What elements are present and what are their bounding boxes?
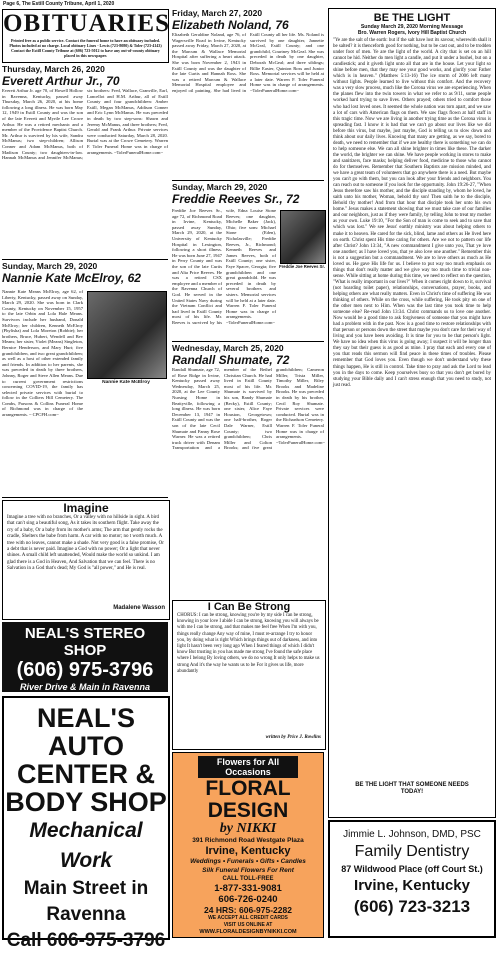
ad-call: CALL TOLL-FREE [222,876,274,882]
obituary-name: Randall Shumate, 72 [172,353,290,367]
photo-caption: Freddie Joe Reeves Sr. [279,264,325,269]
ad-tollfree: 1-877-331-9081 [214,883,282,894]
ad-address: 391 Richmond Road Westgate Plaza [192,837,304,844]
obituaries-note: Printed free as a public service. Contact the funeral home to have an obituary included. Photos included at no charge. Local obituary Lines - Lewis (723-8080) & Toler (723-4143) Contact the Estill County Tribune at (606) 723-5012 to have any out-of-county obituary placed in this newspaper. [9,38,162,58]
obituary-photo [280,210,326,264]
ad-neals-stereo [2,622,168,692]
obituary-reeves [172,182,324,340]
sermon-subtitle: Sunday March 29, 2020 Morning Message [360,24,464,30]
sermon-text: "Ye are the salt of the earth: but if the salt have lost its savour, wherewith shall it be salted? it is thenceforth good for nothing, but to be cast out, and to be trodden under foot of men. Ye are the light of the world. A city that is set on an hill cannot be hid. Neither do men light a candle, and put it under a bushel, but on a candlestick; and it giveth light unto all that are in the house. Let your light so shine before men, that they may see your good works, and glorify your Father which is in heaven." (Matthew 5:13-16) The ice storm of 2006 left many without lights. People learned to live without this comfort. And the recovery was a very slow process, much like the Corona virus we are experiencing. When the planes flew into the twin towers in what we refer to as 9/11, some people worked hard trying to save lives. Others prayed; others tried to comfort those who had lost loved ones. It seemed the whole nation was torn apart, and we saw a lot of cars with American flags on them. We saw flags flown at half staff in this tragic time. Now we are living in another trying time as the Corona virus is spreading fast. I know it is bad that we can't go about our lives like we did before this virus, but maybe, just maybe, God is telling us to slow down and think about our daily lives. Knowing that many are getting, as we say, bored to death, we need to remember that if we are healthy there is something we can do to help someone else. We can all shine brighter in times like these. The darker the world, the brighter we can shine. We have people working in stores to make and sanitizers, face masks; helping deliver food, medicine to those who cannot do for themselves. Remember that Southern Baptists are mission minded, and we have a great team of volunteers that go anywhere there is a need. But maybe you can't go with them, but you can look after your friends and neighbors. You can reach out to someone if you look for the opportunity. John 19:26-27, "When Jesus therefore saw his mother, and the disciple standing by, whom he loved, he saith unto his mother, Woman, behold thy son! Then saith he to the disciple, Behold thy mother! And from that hour that disciple took her unto his own home." Jesus makes a statement showing that we must take care of our families and our neighbors, just as if they were family, by telling John to treat my mother as your own. Luke 19:10, "For the Son of man is come to seek and to save that which was lost." We see Jesus' earthly ministry was about helping others to make it to heaven. He cared for the sick, blind, lame and others as He lived here on earth. Christ spent His time caring for others. Are we not to pattern our life after Christ? John 13:34, "A new commandment I give unto you, That ye love one another; as I have loved you, that ye also love one another." Remember this is not a suggestion but a commandment. We are to love others as much as He loved us. He gave His life for us. I believe to put way too much emphasis on things that don't really matter and we give way too much time to trivial non-sense. While sitting at home during this time, we need to reflect on the question, "What is really important in our lives?" When it comes right down to it, survival (not hoarding toilet paper), relationships, conversations, prayer, books, and helping others are what really matters. Even in Christ's time of suffering He was thinking of others. While on the cross, while suffering, He took pity on one of the other men next to Him. When was the last time you took time to help someone else? Re-read John 13:34. Christ commands us to love one another. Now would be a good time to ask forgiveness of someone that you might have had a problem with in the past. Now is a good time to restore relationships with that person or persons down the street that maybe you don't care for their way of living and you have been avoiding. It is time for you to be that person's light. We have no idea when this virus is going away; I suspect it will be longer than they say but their guess is as good as mine. I pray that each and every one of you that reads this sermon will find peace in these times of troubles. Please remember that God loves you. Even though we don't understand why these things happen, He is still in control. Take time to pray and ask the Lord to lead you in the days to come. Keep yourselves busy so that you don't get bored by studying your Bible daily and I can't stress enough that you need to study, not just read. [333,38,491,388]
divider [172,180,324,181]
obituary-date: Wednesday, March 25, 2020 [172,343,284,353]
ad-line2: CENTER & [16,759,155,789]
page-header-line: Page 6, The Estill County Tribune, April 1, 2020 [3,1,115,7]
ad-neals-auto [2,696,170,951]
obituary-photo [87,291,167,379]
poem-author: written by Price J. Rowlins [265,735,321,740]
ad-url: WWW.FLORALDESIGNBYNIKKI.COM [199,929,297,935]
poem-author: Madalene Wasson [113,605,165,611]
obituary-name: Nannie Kate McElroy, 62 [2,271,141,285]
ad-address: 87 Wildwood Place (off Court St.) [341,864,483,874]
obituary-date: Sunday, March 29, 2020 [172,182,268,192]
ad-by: by NIKKI [219,821,277,836]
ad-services: Weddings • Funerals • Gifts • Candles [190,858,306,865]
obituary-text: Freddie Joe Reeves Sr., age 72, of Richmond Road in Irvine, Kentucky, passed away Sunday, March 29, 2020, at the University of Kentucky Hospital in Lexington, following a short illness. He was born June 27, 1947 in Perry County and was the son of the late Curtis and Alta Price Reeves. He was a retired CSX employee and a member of the Ravenna Church of God. He served in the United States Navy during the Vietnam Conflict and had lived in Estill County most of his life. Mr. Reeves is survived by his wife, Edna Louise Stone Reeves; one daughter, Michelle Baker (Jack), Ohio; five sons: Michael Stone (Eden), Nicholasville; Freddie Reeves, Jr., Richmond; Kenneth Reeves and James Reeves, both of Estill County; one sister, Faye Spacer, Georgia; five grandchildren and one great grandchild. He was preceded in death by several brothers and sisters. Memorial services will be held at a later date. Warren F. Toler Funeral Home was in charge of arrangements. ~TolerFuneralHome.com~ [172,208,276,325]
ad-line5: Main Street in Ravenna [23,878,149,925]
obituary-name: Freddie Reeves Sr., 72 [172,192,300,206]
poem-imagine [2,500,170,620]
obituary-text: Elizabeth Geraldine Noland, age 76, of Wagersville Road in Irvine, Kentucky passed away Friday, March 27, 2020, at the Marcum & Wallace Memorial Hospital after suffering a heart attack. She was born November 2, 1943 in Estill County and was the daughter of the late Curtis and Hannah Ross. She was a retired Marcum & Wallace Memorial Hospital employee and enjoyed oil painting. She had lived in Estill County all her life. Ms. Noland is survived by one daughter, Jannette McGeal, Estill County; and one grandchild, Courtney McGeal. She was preceded in death by one daughter, Deborah McGeal; and three siblings; Billie Easter, Quinton Ross and Junior Ross. Memorial services will be held at a later date. Warren F. Toler Funeral Home was in charge of arrangements. ~TolerFuneralHome.com~ [172,32,324,93]
obituary-text: Nannie Kate Means McElroy, age 62, of Liberty, Kentucky, passed away on Sunday, March 29, 2020. She was born in Clark County, Kentucky on November 15, 1957 to the late Orbin and Lola Hale Means. Survivors include her husband, Donald McElroy; her children, Kenneth McElroy (Phylisha) and Lola Moreton (Robbie); her brothers, Bruce, Hubert, Wendell and Bev Means; her sister, Violet (Means) Singleton, Bernice Henderson, and Mary Hurt; five grandchildren, and two great grandchildren; as well as a host of other extended family and friends. In addition to her parents, she was preceded in death by three brothers, Johnny, Roger and Steve Allen Means. Due to current government restrictions concerning COVID-19, the family has selected private services with burial to follow in the Colliers Hill Cemetery. The Combs, Parsons & Collins Funeral Home of Richmond was in charge of the arrangements. ~ CPCFH.com~ [2,289,83,418]
ad-silk: Silk Funeral Flowers For Rent [202,867,294,874]
obituary-text-continued [87,389,167,495]
ad-banner: Flowers for All Occasions [198,756,298,778]
obituary-noland [172,8,324,178]
ad-line6: Call 606-975-3796 [6,930,166,951]
obituary-shumate [172,343,324,548]
ad-line1: NEAL'S AUTO [37,703,135,761]
sermon-be-the-light [328,8,496,818]
ad-phone: (606) 723-3213 [353,897,471,916]
poem-lines: Imagine a tree with no branches, Or a valley with no hillside in sight. A bird that can't sing a beautiful song, As it takes its southern flight. Take away the cry of a baby, Or a baby from its mother's arms; The arm that gently rocks the cradle, Shelters the babe from harm. A car with no motor; no t worth much. A tree with no leaves, cannot make a shade. Not very good is a false promise, Or a debt that is never paid. Imagine a God with no power; Or a light that never shines. A small child left unattended, Would make the world so unkind. I am glad there is a God in Heaven, And Salvation that we can feel. There is no Salvation in a God that's dead; My God is "all power," and He is real. [7,515,164,572]
sermon-closing: BE THE LIGHT THAT SOMEONE NEEDS TODAY! [355,782,469,795]
poem-title: I Can Be Strong [207,601,291,613]
ad-floral-design [172,752,324,938]
obituary-arthur [2,64,168,257]
ad-phone: (606) 975-3796 [16,659,154,681]
ad-city: Irvine, Kentucky [205,845,291,857]
ad-phone: 606-726-0240 [218,894,278,905]
poem-i-can-be-strong [172,600,326,750]
ad-title: NEAL'S STEREO SHOP [24,625,146,659]
poem-title: Imagine [63,501,109,515]
obituary-name: Everett Arthur Jr., 70 [2,74,120,88]
divider [2,259,168,260]
ad-visit: VISIT US ONLINE AT [223,922,273,928]
obituary-date: Thursday, March 26, 2020 [2,64,105,74]
sermon-title: BE THE LIGHT [373,12,451,24]
obituary-text: Everett Arthur Jr. age 70, of Howell Hollow in Ravenna, Kentucky, passed away Thursday, March 26, 2020, at his home following a long illness. He was born May 12, 1949 in Estill County and was the son of the late Everett and Myrtle Lee Crowe Arthur. He was a retired mechanic and a member of the Providence Baptist Church. Mr. Arthur is survived by his wife, Sandra McManus; two step-children; Allison Conner and Adam McManus, both of Madison County; two daughters-in-law. Hannah McManus and Jennifer McManus; six brothers: Fred, Wallace, Granville, Earl, Lancellot and H.M. Arthur, all of Estill County and four grandchildren: Amber Estill, Megan McManus, Addison Conner and Eric Lynn McManus. He was preceded in death by two step-sons: Shawn and Jeremy McManus, and three brothers; Fred, Gerald and Frank Arthur. Private services were conducted Saturday, March 28, 2020. Burial was at the Crowe Cemetery. Warren F. Toler Funeral Home was in charge of arrangements. ~TolerFuneralHome.com~ [2,88,168,161]
divider [2,497,168,498]
ad-tagline: River Drive & Main in Ravenna [19,682,151,692]
photo-caption: Nannie Kate McElroy [102,380,150,385]
obituary-mcelroy [2,261,168,496]
obituary-date: Friday, March 27, 2020 [172,8,263,18]
ad-name: FLORAL DESIGN [205,777,291,822]
ad-hours: 24 HRS: 606-975-2282 [204,905,292,915]
ad-dentist-name: Jimmie L. Johnson, DMD, PSC [343,829,481,840]
ad-practice: Family Dentistry [354,843,470,860]
obituary-text: Randall Shumate, age 72, of Rose Ridge in Irvine, Kentucky passed away Wednesday, March 25, 2020, at the Lee County Nursing Home in Beattyville, following a long illness. He was born December 13, 1947 in Estill County and was the son of the late Cecil Shumate and Fanny Rose Warner. He was a retired truck driver with Denam Transportation and a member of the Bethel Christian Church. He had lived in Estill County most of his life. Mr. Shumate is survived by his son, Randy Shumate (Becky), Estill County; one sister, Alice Faye Houston, Georgetown; one half-brother, Roger Dale Warner, Estill County; two grandchildren; Chris Miller and Colton Brooks; and five great grandchildren; Cameron Miller, Trista Miller, Timothy Miller, Riley Brooks and Madeline Brooks. He was preceded in death by his brother, Cecil Roy Shumate. Private services were conducted. Burial was in the Richardson Cemetery. Warren F. Toler Funeral Home was in charge of arrangements. ~TolerFuneralHome.com~ [172,367,325,451]
ad-city: Irvine, Kentucky [354,877,470,894]
ad-family-dentistry [328,820,496,938]
ad-cards: WE ACCEPT ALL CREDIT CARDS [208,915,288,921]
obituaries-header [2,9,169,63]
poem-lines: CHORUS: I can be strong, knowing you're by my side I can be strong, knowing in your love I abide I can be strong, knowing you will always be with me I can be strong, and that makes me feel free When I'm with you, things really change Any way of mine, I must re-arrange I try to honor you, by doing what is right Which brings things out of darkness, and into light It hasn't been very long ago When I feared things of which I didn't know But trusting in you has made me strong I've found the safe place where I belong By loving others, we do no wrong It only helps to make us strong And it's the way he wants us to be For it gives us life, more abundantly [177,613,320,674]
obituary-name: Elizabeth Noland, 76 [172,18,289,32]
ad-line4: Mechanical Work [29,819,143,872]
divider [172,341,324,342]
sermon-byline: Bro. Warren Rogers, Ivory Hill Baptist Church [357,30,467,36]
obituary-date: Sunday, March 29, 2020 [2,261,98,271]
ad-line3: BODY SHOP [5,787,167,817]
obituaries-title: OBITUARIES [3,10,170,37]
